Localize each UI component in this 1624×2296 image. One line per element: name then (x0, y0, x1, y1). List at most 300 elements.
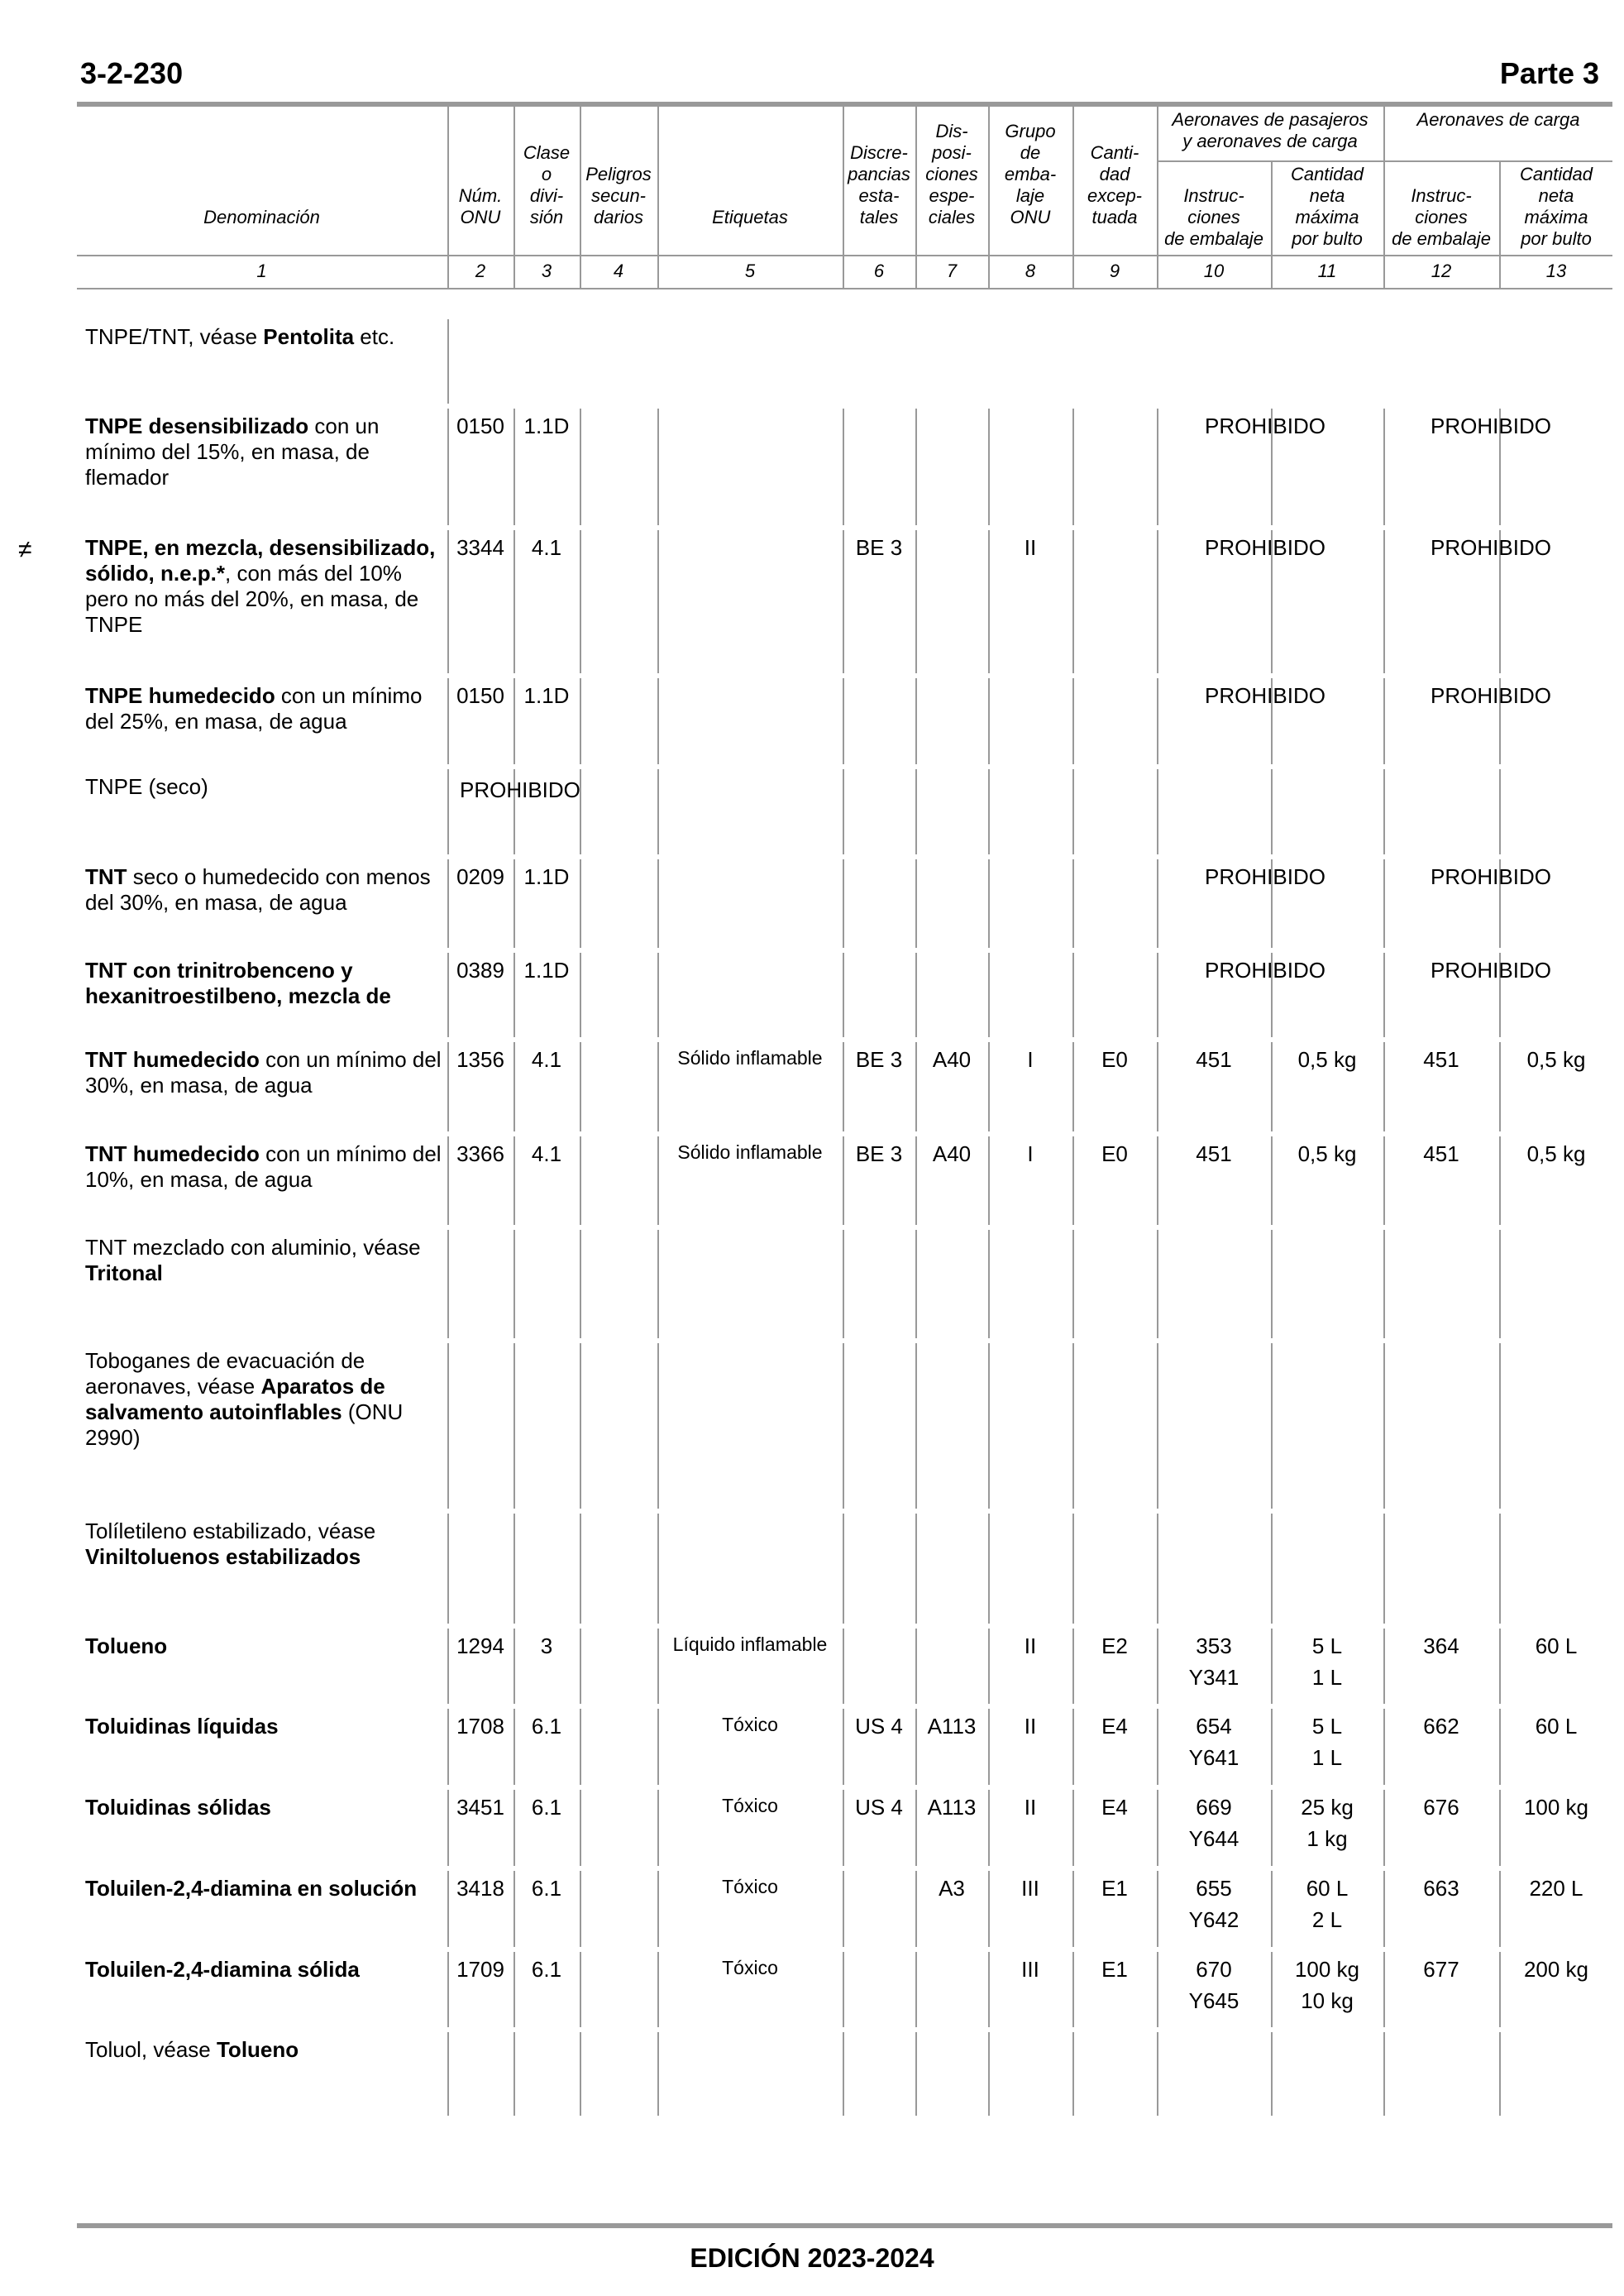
column-divider (580, 2032, 581, 2116)
hdr-line: máxima (1524, 207, 1588, 227)
substance-name (85, 535, 442, 638)
column-divider (580, 859, 581, 948)
special-provision: A40 (932, 1047, 972, 1072)
column-divider (447, 2032, 449, 2116)
column-divider (1499, 2032, 1501, 2116)
column-divider (1271, 1514, 1273, 1624)
packing-instruction-pax: 654 (1196, 1714, 1232, 1739)
column-divider (580, 1952, 581, 2027)
column-divider (1383, 1230, 1385, 1338)
column-divider (580, 1042, 581, 1131)
name-bold: Toluidinas sólidas (85, 1795, 271, 1820)
column-divider (1271, 1230, 1273, 1338)
name-bold: Tolueno (85, 1634, 168, 1658)
column-divider (657, 1514, 659, 1624)
column-divider (1157, 1343, 1158, 1509)
column-divider (580, 1136, 581, 1225)
column-number: 3 (541, 261, 552, 281)
name-bold: Pentolita (263, 324, 355, 349)
un-number: 1294 (456, 1634, 504, 1658)
col-cantidad-exceptuada (1073, 142, 1156, 228)
max-qty-pax: 1 kg (1306, 1826, 1348, 1851)
packing-instruction-cargo: 677 (1423, 1957, 1459, 1982)
group-carga: Aeronaves de carga (1416, 109, 1580, 130)
packing-instruction-pax: Y642 (1188, 1907, 1239, 1932)
packing-group: II (1024, 535, 1037, 560)
un-number: 0150 (456, 683, 504, 708)
column-divider (1157, 1230, 1158, 1338)
column-divider (657, 530, 659, 673)
substance-name (85, 958, 442, 1009)
column-divider (915, 769, 917, 854)
column-number: 9 (1109, 261, 1120, 281)
column-divider (657, 409, 659, 525)
special-provision: A113 (927, 1795, 977, 1820)
column-divider (580, 1514, 581, 1624)
column-divider (1383, 1343, 1385, 1509)
name-bold: Tritonal (85, 1260, 163, 1285)
prohibited-pax: PROHIBIDO (1205, 958, 1325, 983)
column-divider (1072, 859, 1074, 948)
substance-name (85, 1519, 442, 1570)
hazard-label: Tóxico (722, 1876, 778, 1897)
hdr-line: neta (1309, 185, 1345, 206)
column-divider (843, 678, 844, 764)
column-divider (657, 769, 659, 854)
column-divider (843, 1230, 844, 1338)
col-num-onu (448, 185, 513, 228)
class-division: 6.1 (531, 1714, 562, 1739)
column-divider (1157, 1514, 1158, 1624)
column-divider (915, 1230, 917, 1338)
column-divider (988, 859, 990, 948)
column-divider (1157, 769, 1158, 854)
max-qty-pax: 60 L (1306, 1876, 1349, 1901)
column-divider (1383, 769, 1385, 854)
prohibited-cargo: PROHIBIDO (1431, 535, 1551, 560)
column-number: 1 (256, 261, 267, 281)
column-divider (1157, 530, 1158, 673)
column-number: 4 (613, 261, 624, 281)
hdr-line: tales (859, 207, 899, 227)
column-divider (1383, 859, 1385, 948)
column-divider (843, 2032, 844, 2116)
packing-group: II (1024, 1634, 1037, 1658)
substance-name (85, 1235, 442, 1286)
column-divider (657, 2032, 659, 2116)
column-divider (580, 1629, 581, 1704)
packing-instruction-pax: 451 (1196, 1047, 1232, 1072)
name-bold: TNT humedecido (85, 1047, 260, 1072)
hdr-line: ciales (928, 207, 976, 227)
hdr-line: ciones (1187, 207, 1240, 227)
prohibited-cargo: PROHIBIDO (1431, 414, 1551, 438)
hazard-label: Sólido inflamable (677, 1047, 823, 1069)
hazard-label: Sólido inflamable (677, 1141, 823, 1163)
hdr-line: de embalaje (1392, 228, 1491, 249)
column-divider (1383, 1514, 1385, 1624)
column-divider (915, 678, 917, 764)
hdr-line: Cantidad (1519, 164, 1593, 184)
column-divider (1499, 1514, 1501, 1624)
column-divider (1072, 1343, 1074, 1509)
max-qty-pax: 25 kg (1301, 1795, 1354, 1820)
hdr-line: Peligros (585, 164, 652, 184)
column-divider (915, 1952, 917, 2027)
un-number: 0389 (456, 958, 504, 983)
packing-instruction-pax: 669 (1196, 1795, 1232, 1820)
page-number: 3-2-230 (80, 56, 184, 90)
state-variation: BE 3 (855, 1047, 903, 1072)
column-number: 6 (873, 261, 885, 281)
max-qty-pax: 5 L (1311, 1634, 1343, 1658)
name-bold: Toluilen-2,4-diamina sólida (85, 1957, 360, 1982)
hdr-line: Discre- (850, 142, 908, 163)
special-provision: A113 (927, 1714, 977, 1739)
name-bold: Toluidinas líquidas (85, 1714, 279, 1739)
hdr-line: Aeronaves de pasajeros (1172, 109, 1368, 130)
name-text: con un mínimo del 30%, en masa, de agua (85, 1047, 442, 1098)
col-discrepancias (843, 142, 915, 228)
column-divider (915, 530, 917, 673)
column-number: 2 (475, 261, 486, 281)
class-division: 4.1 (531, 1141, 562, 1166)
column-divider (1072, 2032, 1074, 2116)
hazard-label: Tóxico (722, 1714, 778, 1735)
column-divider (1072, 409, 1074, 525)
substance-name (85, 1348, 442, 1451)
max-qty-pax: 10 kg (1301, 1988, 1354, 2013)
column-divider (843, 769, 844, 854)
substance-name (85, 1634, 442, 1659)
column-divider (580, 530, 581, 673)
name-bold: TNPE humedecido (85, 683, 275, 708)
un-number: 1708 (456, 1714, 504, 1739)
hdr-line: y aeronaves de carga (1182, 131, 1358, 151)
column-divider (915, 953, 917, 1037)
column-divider (657, 1230, 659, 1338)
column-divider (1157, 953, 1158, 1037)
hdr-line: dad (1099, 164, 1130, 184)
state-variation: US 4 (855, 1795, 903, 1820)
name-text: con un mínimo del 15%, en masa, de flemador (85, 414, 380, 490)
column-divider (1157, 859, 1158, 948)
max-qty-cargo: 60 L (1535, 1634, 1578, 1658)
max-qty-cargo: 220 L (1529, 1876, 1583, 1901)
name-text: Tolíletileno estabilizado, véase (85, 1519, 376, 1543)
class-division: 6.1 (531, 1876, 562, 1901)
column-number: 13 (1545, 261, 1567, 281)
special-provision: A3 (939, 1876, 965, 1901)
un-number: 3366 (456, 1141, 504, 1166)
column-divider (1072, 1230, 1074, 1338)
packing-group: I (1027, 1141, 1034, 1166)
un-number: 1356 (456, 1047, 504, 1072)
substance-name (85, 414, 442, 490)
prohibited-cargo: PROHIBIDO (1431, 683, 1551, 708)
column-number: 11 (1317, 261, 1337, 281)
packing-instruction-pax: 353 (1196, 1634, 1232, 1658)
class-division: 1.1D (523, 958, 570, 983)
packing-instruction-cargo: 364 (1423, 1634, 1459, 1658)
col-cantidad-p (1272, 164, 1383, 250)
column-divider (1383, 2032, 1385, 2116)
hdr-line: ONU (460, 207, 501, 227)
name-text: , con más del 10% pero no más del 20%, en masa, de TNPE (85, 561, 419, 637)
packing-group: II (1024, 1714, 1037, 1739)
column-divider (513, 2032, 515, 2116)
footer-edition: EDICIÓN 2023-2024 (690, 2243, 934, 2273)
column-divider (580, 1790, 581, 1866)
name-text: TNT mezclado con aluminio, véase (85, 1235, 421, 1260)
column-divider (513, 1230, 515, 1338)
column-divider (580, 1343, 581, 1509)
prohibited-all: PROHIBIDO (460, 777, 580, 802)
hdr-line: Clase (523, 142, 571, 163)
bottom-rule (77, 2223, 1612, 2228)
column-divider (1383, 409, 1385, 525)
packing-instruction-cargo: 451 (1423, 1047, 1459, 1072)
prohibited-pax: PROHIBIDO (1205, 683, 1325, 708)
hdr-line: esta- (858, 185, 900, 206)
name-text: TNPE (seco) (85, 774, 208, 799)
max-qty-cargo: 60 L (1535, 1714, 1578, 1739)
hdr-line: ciones (925, 164, 978, 184)
max-qty-pax: 100 kg (1294, 1957, 1360, 1982)
column-divider (1072, 953, 1074, 1037)
column-number: 5 (744, 261, 756, 281)
max-qty-pax: 5 L (1311, 1714, 1343, 1739)
name-text: Toboganes de evacuación de aeronaves, véase (85, 1348, 365, 1399)
name-text: TNPE/TNT, véase (85, 324, 264, 349)
packing-instruction-pax: 451 (1196, 1141, 1232, 1166)
prohibited-pax: PROHIBIDO (1205, 535, 1325, 560)
name-bold: TNT humedecido (85, 1141, 260, 1166)
column-divider (447, 1230, 449, 1338)
column-divider (915, 1343, 917, 1509)
class-division: 6.1 (531, 1795, 562, 1820)
name-text: Toluol, véase (85, 2037, 217, 2062)
packing-instruction-cargo: 451 (1423, 1141, 1459, 1166)
column-divider (988, 953, 990, 1037)
col-peligros (580, 164, 657, 228)
hdr-line: Cantidad (1290, 164, 1364, 184)
hdr-line: emba- (1004, 164, 1057, 184)
substance-name (85, 2037, 442, 2063)
header-rule (77, 255, 1612, 256)
hdr-line: de (1020, 142, 1041, 163)
substance-name (85, 1876, 442, 1901)
hdr-line: darios (594, 207, 643, 227)
col-denominacion: Denominación (203, 207, 320, 227)
substance-name (85, 1047, 442, 1098)
hdr-line: Instruc- (1411, 185, 1472, 206)
column-divider (447, 1514, 449, 1624)
max-qty-cargo: 0,5 kg (1526, 1047, 1586, 1072)
class-division: 1.1D (523, 683, 570, 708)
hdr-line: laje (1015, 185, 1045, 206)
change-mark: ≠ (18, 536, 32, 563)
name-bold: Tolueno (216, 2037, 299, 2062)
column-divider (915, 1514, 917, 1624)
max-qty-pax: 1 L (1311, 1745, 1343, 1770)
excepted-quantity: E0 (1101, 1047, 1128, 1072)
column-divider (1383, 678, 1385, 764)
prohibited-cargo: PROHIBIDO (1431, 864, 1551, 889)
column-divider (1072, 1514, 1074, 1624)
column-divider (447, 769, 449, 854)
substance-name (85, 864, 442, 916)
name-text: seco o humedecido con menos del 30%, en masa, de agua (85, 864, 431, 915)
column-divider (447, 1343, 449, 1509)
name-bold: Aparatos de salvamento autoinflables (85, 1374, 385, 1424)
column-divider (843, 1629, 844, 1704)
state-variation: BE 3 (855, 535, 903, 560)
column-divider (1157, 678, 1158, 764)
max-qty-cargo: 0,5 kg (1526, 1141, 1586, 1166)
column-divider (657, 1343, 659, 1509)
hdr-line: sión (529, 207, 564, 227)
column-divider (1271, 769, 1273, 854)
hdr-line: por bulto (1292, 228, 1363, 249)
prohibited-pax: PROHIBIDO (1205, 864, 1325, 889)
col-instrucciones-c (1384, 185, 1498, 250)
max-qty-pax: 0,5 kg (1297, 1141, 1357, 1166)
packing-instruction-pax: Y645 (1188, 1988, 1239, 2013)
column-divider (447, 319, 449, 404)
packing-instruction-cargo: 663 (1423, 1876, 1459, 1901)
column-divider (580, 953, 581, 1037)
packing-group: III (1021, 1957, 1039, 1982)
class-division: 6.1 (531, 1957, 562, 1982)
excepted-quantity: E0 (1101, 1141, 1128, 1166)
un-number: 1709 (456, 1957, 504, 1982)
substance-name (85, 1957, 442, 1983)
column-divider (988, 2032, 990, 2116)
state-variation: BE 3 (855, 1141, 903, 1166)
column-divider (513, 1343, 515, 1509)
column-divider (1271, 1343, 1273, 1509)
packing-instruction-pax: 670 (1196, 1957, 1232, 1982)
hdr-line: por bulto (1521, 228, 1592, 249)
column-divider (1072, 530, 1074, 673)
hdr-line: de embalaje (1164, 228, 1263, 249)
substance-name (85, 774, 442, 800)
packing-group: I (1027, 1047, 1034, 1072)
part-title: Parte 3 (1499, 56, 1599, 90)
substance-name (85, 683, 442, 734)
column-divider (843, 1952, 844, 2027)
packing-instruction-cargo: 676 (1423, 1795, 1459, 1820)
packing-group: III (1021, 1876, 1039, 1901)
column-divider (915, 1629, 917, 1704)
column-divider (988, 1514, 990, 1624)
group-pasajeros (1158, 109, 1383, 152)
hdr-line: Dis- (935, 121, 968, 141)
hdr-line: o (541, 164, 552, 184)
packing-instruction-cargo: 662 (1423, 1714, 1459, 1739)
column-divider (915, 2032, 917, 2116)
column-divider (843, 1343, 844, 1509)
column-divider (1499, 1230, 1501, 1338)
column-divider (580, 678, 581, 764)
column-divider (988, 769, 990, 854)
name-bold: TNT (85, 864, 127, 889)
hdr-line: Instruc- (1183, 185, 1244, 206)
name-text: con un mínimo del 25%, en masa, de agua (85, 683, 423, 734)
column-divider (988, 1230, 990, 1338)
substance-name (85, 324, 442, 350)
packing-instruction-pax: Y341 (1188, 1665, 1239, 1690)
column-divider (1383, 953, 1385, 1037)
column-divider (657, 953, 659, 1037)
excepted-quantity: E2 (1101, 1634, 1128, 1658)
hazard-label: Tóxico (722, 1957, 778, 1978)
packing-group: II (1024, 1795, 1037, 1820)
column-divider (988, 409, 990, 525)
un-number: 0150 (456, 414, 504, 438)
un-number: 3344 (456, 535, 504, 560)
column-number: 10 (1203, 261, 1225, 281)
substance-name (85, 1714, 442, 1739)
name-text: con un mínimo del 10%, en masa, de agua (85, 1141, 442, 1192)
col-grupo (989, 121, 1072, 228)
name-bold: TNPE, en mezcla, desensibilizado, sólido, n.e.p.* (85, 535, 436, 586)
max-qty-pax: 0,5 kg (1297, 1047, 1357, 1072)
hdr-line: divi- (529, 185, 564, 206)
hdr-line: ciones (1415, 207, 1468, 227)
hdr-line: excep- (1087, 185, 1143, 206)
name-text: (ONU 2990) (85, 1399, 404, 1450)
column-number: 12 (1431, 261, 1452, 281)
class-division: 1.1D (523, 864, 570, 889)
un-number: 3418 (456, 1876, 504, 1901)
un-number: 0209 (456, 864, 504, 889)
class-division: 4.1 (531, 1047, 562, 1072)
hdr-line: Núm. (458, 185, 503, 206)
class-division: 4.1 (531, 535, 562, 560)
packing-instruction-pax: 655 (1196, 1876, 1232, 1901)
excepted-quantity: E4 (1101, 1714, 1128, 1739)
hdr-line: pancias (848, 164, 910, 184)
column-divider (657, 859, 659, 948)
col-disposiciones (916, 121, 987, 228)
column-divider (843, 953, 844, 1037)
col-clase (514, 142, 579, 228)
column-divider (580, 1871, 581, 1947)
col-instrucciones-p (1158, 185, 1270, 250)
column-divider (580, 409, 581, 525)
hdr-line: neta (1538, 185, 1574, 206)
column-divider (915, 409, 917, 525)
column-divider (1157, 2032, 1158, 2116)
column-divider (1157, 409, 1158, 525)
excepted-quantity: E4 (1101, 1795, 1128, 1820)
name-bold: Toluilen-2,4-diamina en solución (85, 1876, 418, 1901)
column-divider (1383, 530, 1385, 673)
column-divider (843, 1871, 844, 1947)
hdr-line: tuada (1091, 207, 1138, 227)
top-rule (77, 102, 1612, 107)
packing-instruction-pax: Y644 (1188, 1826, 1239, 1851)
un-number: 3451 (456, 1795, 504, 1820)
hdr-line: posi- (932, 142, 972, 163)
column-divider (843, 859, 844, 948)
special-provision: A40 (932, 1141, 972, 1166)
col-cantidad-c (1500, 164, 1612, 250)
column-divider (1072, 678, 1074, 764)
excepted-quantity: E1 (1101, 1957, 1128, 1982)
